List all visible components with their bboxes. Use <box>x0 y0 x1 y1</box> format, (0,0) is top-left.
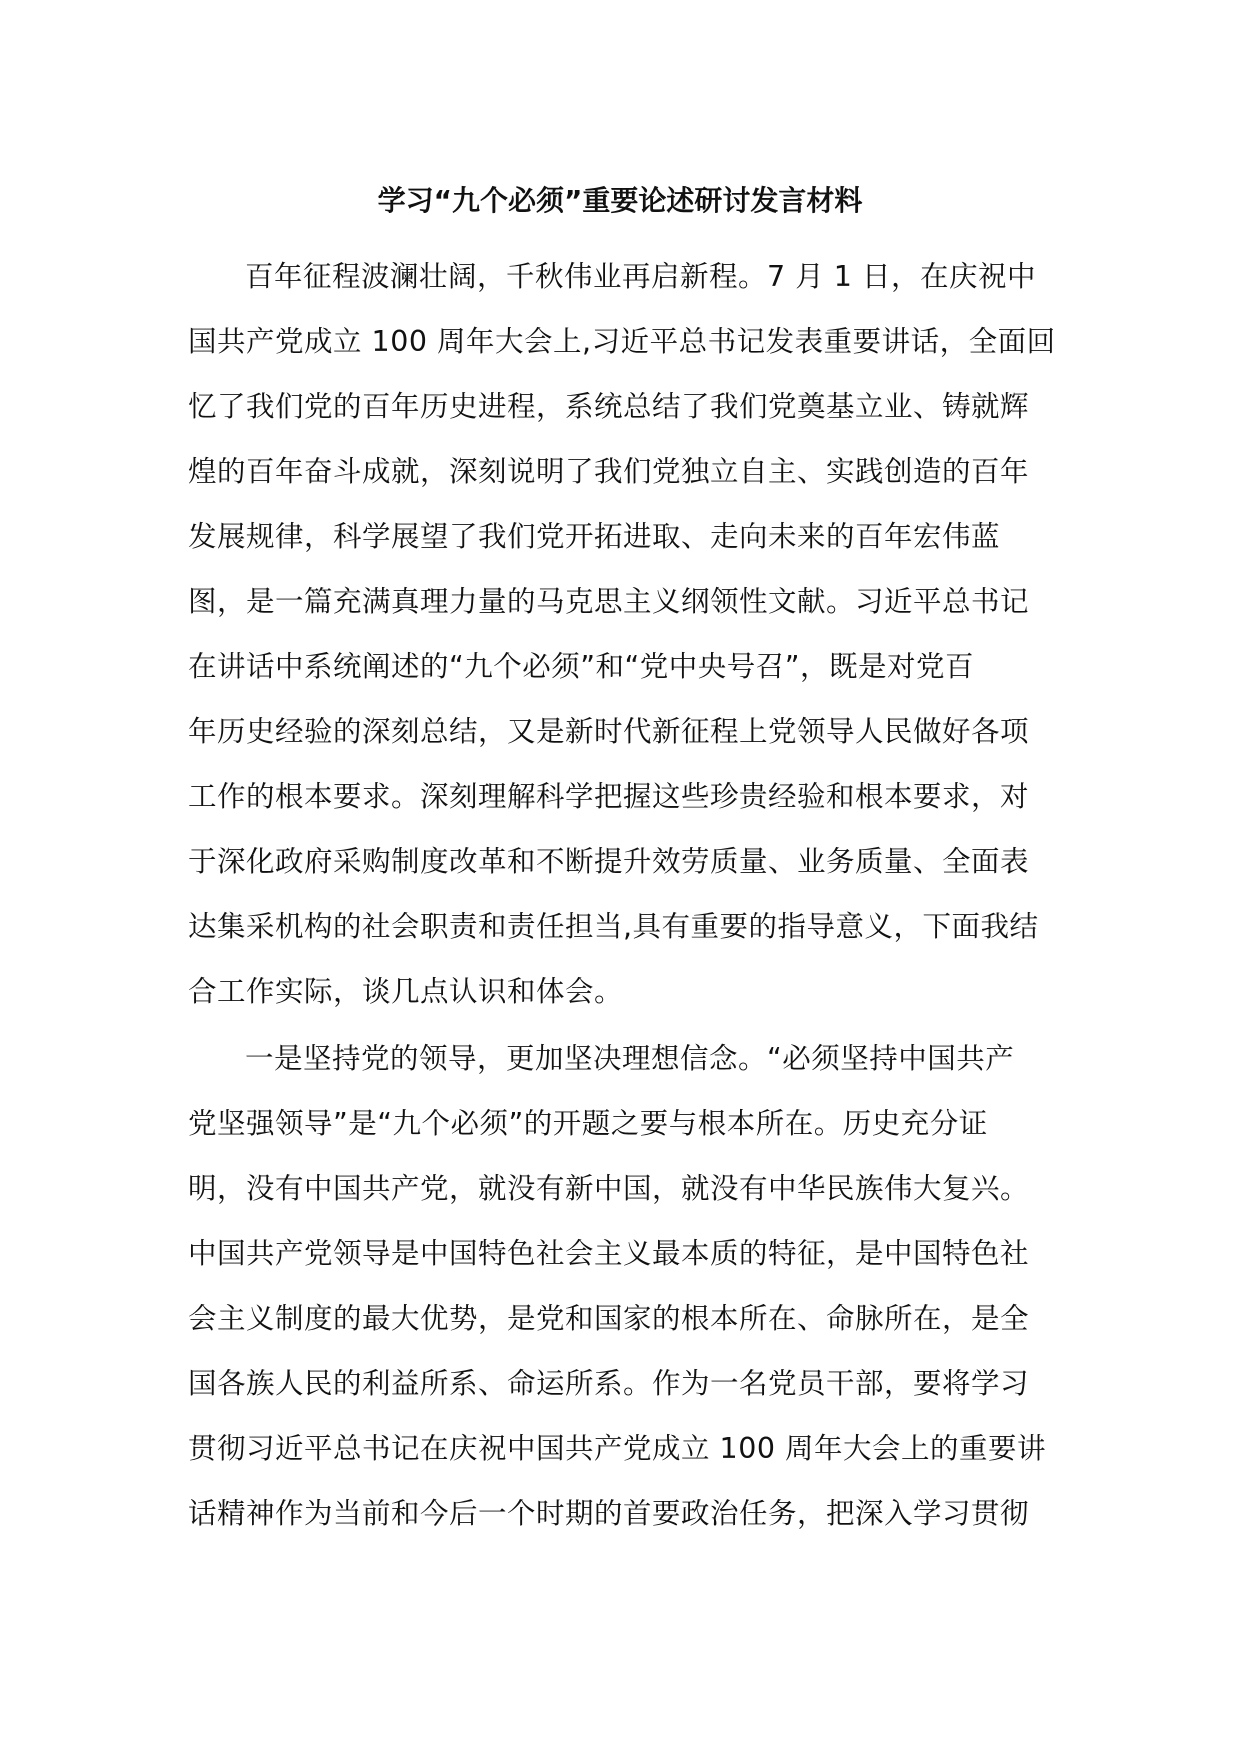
paragraph-line: 达集采机构的社会职责和责任担当,具有重要的指导意义，下面我结 <box>188 910 1039 943</box>
document-title: 学习“九个必须”重要论述研讨发言材料 <box>377 184 863 217</box>
paragraph-line: 贯彻习近平总书记在庆祝中国共产党成立 100 周年大会上的重要讲 <box>188 1432 1047 1465</box>
paragraph-line: 合工作实际，谈几点认识和体会。 <box>188 975 624 1008</box>
paragraph-line: 一是坚持党的领导，更加坚决理想信念。“必须坚持中国共产 <box>245 1042 1015 1075</box>
paragraph-line: 明，没有中国共产党，就没有新中国，就没有中华民族伟大复兴。 <box>188 1172 1030 1205</box>
paragraph-line: 图，是一篇充满真理力量的马克思主义纲领性文献。习近平总书记 <box>188 585 1030 618</box>
paragraph-line: 工作的根本要求。深刻理解科学把握这些珍贵经验和根本要求，对 <box>188 780 1030 813</box>
paragraph-line: 于深化政府采购制度改革和不断提升效劳质量、业务质量、全面表 <box>188 845 1030 878</box>
paragraph-line: 话精神作为当前和今后一个时期的首要政治任务，把深入学习贯彻 <box>188 1497 1030 1530</box>
paragraph-line: 在讲话中系统阐述的“九个必须”和“党中央号召”，既是对党百 <box>188 650 975 683</box>
paragraph-line: 会主义制度的最大优势，是党和国家的根本所在、命脉所在，是全 <box>188 1302 1030 1335</box>
paragraph-line: 发展规律，科学展望了我们党开拓进取、走向未来的百年宏伟蓝 <box>188 520 1001 553</box>
paragraph-line: 年历史经验的深刻总结，又是新时代新征程上党领导人民做好各项 <box>188 715 1030 748</box>
paragraph-line: 百年征程波澜壮阔，千秋伟业再启新程。7 月 1 日，在庆祝中 <box>245 260 1036 293</box>
paragraph-line: 忆了我们党的百年历史进程，系统总结了我们党奠基立业、铸就辉 <box>188 390 1030 423</box>
paragraph-2 <box>188 1026 1060 1546</box>
paragraph-line: 党坚强领导”是“九个必须”的开题之要与根本所在。历史充分证 <box>188 1107 988 1140</box>
paragraph-line: 国各族人民的利益所系、命运所系。作为一名党员干部，要将学习 <box>188 1367 1030 1400</box>
paragraph-line: 中国共产党领导是中国特色社会主义最本质的特征，是中国特色社 <box>188 1237 1030 1270</box>
paragraph-line: 国共产党成立 100 周年大会上,习近平总书记发表重要讲话，全面回 <box>188 325 1056 358</box>
paragraph-1 <box>188 244 1060 1024</box>
paragraph-line: 煌的百年奋斗成就，深刻说明了我们党独立自主、实践创造的百年 <box>188 455 1030 488</box>
